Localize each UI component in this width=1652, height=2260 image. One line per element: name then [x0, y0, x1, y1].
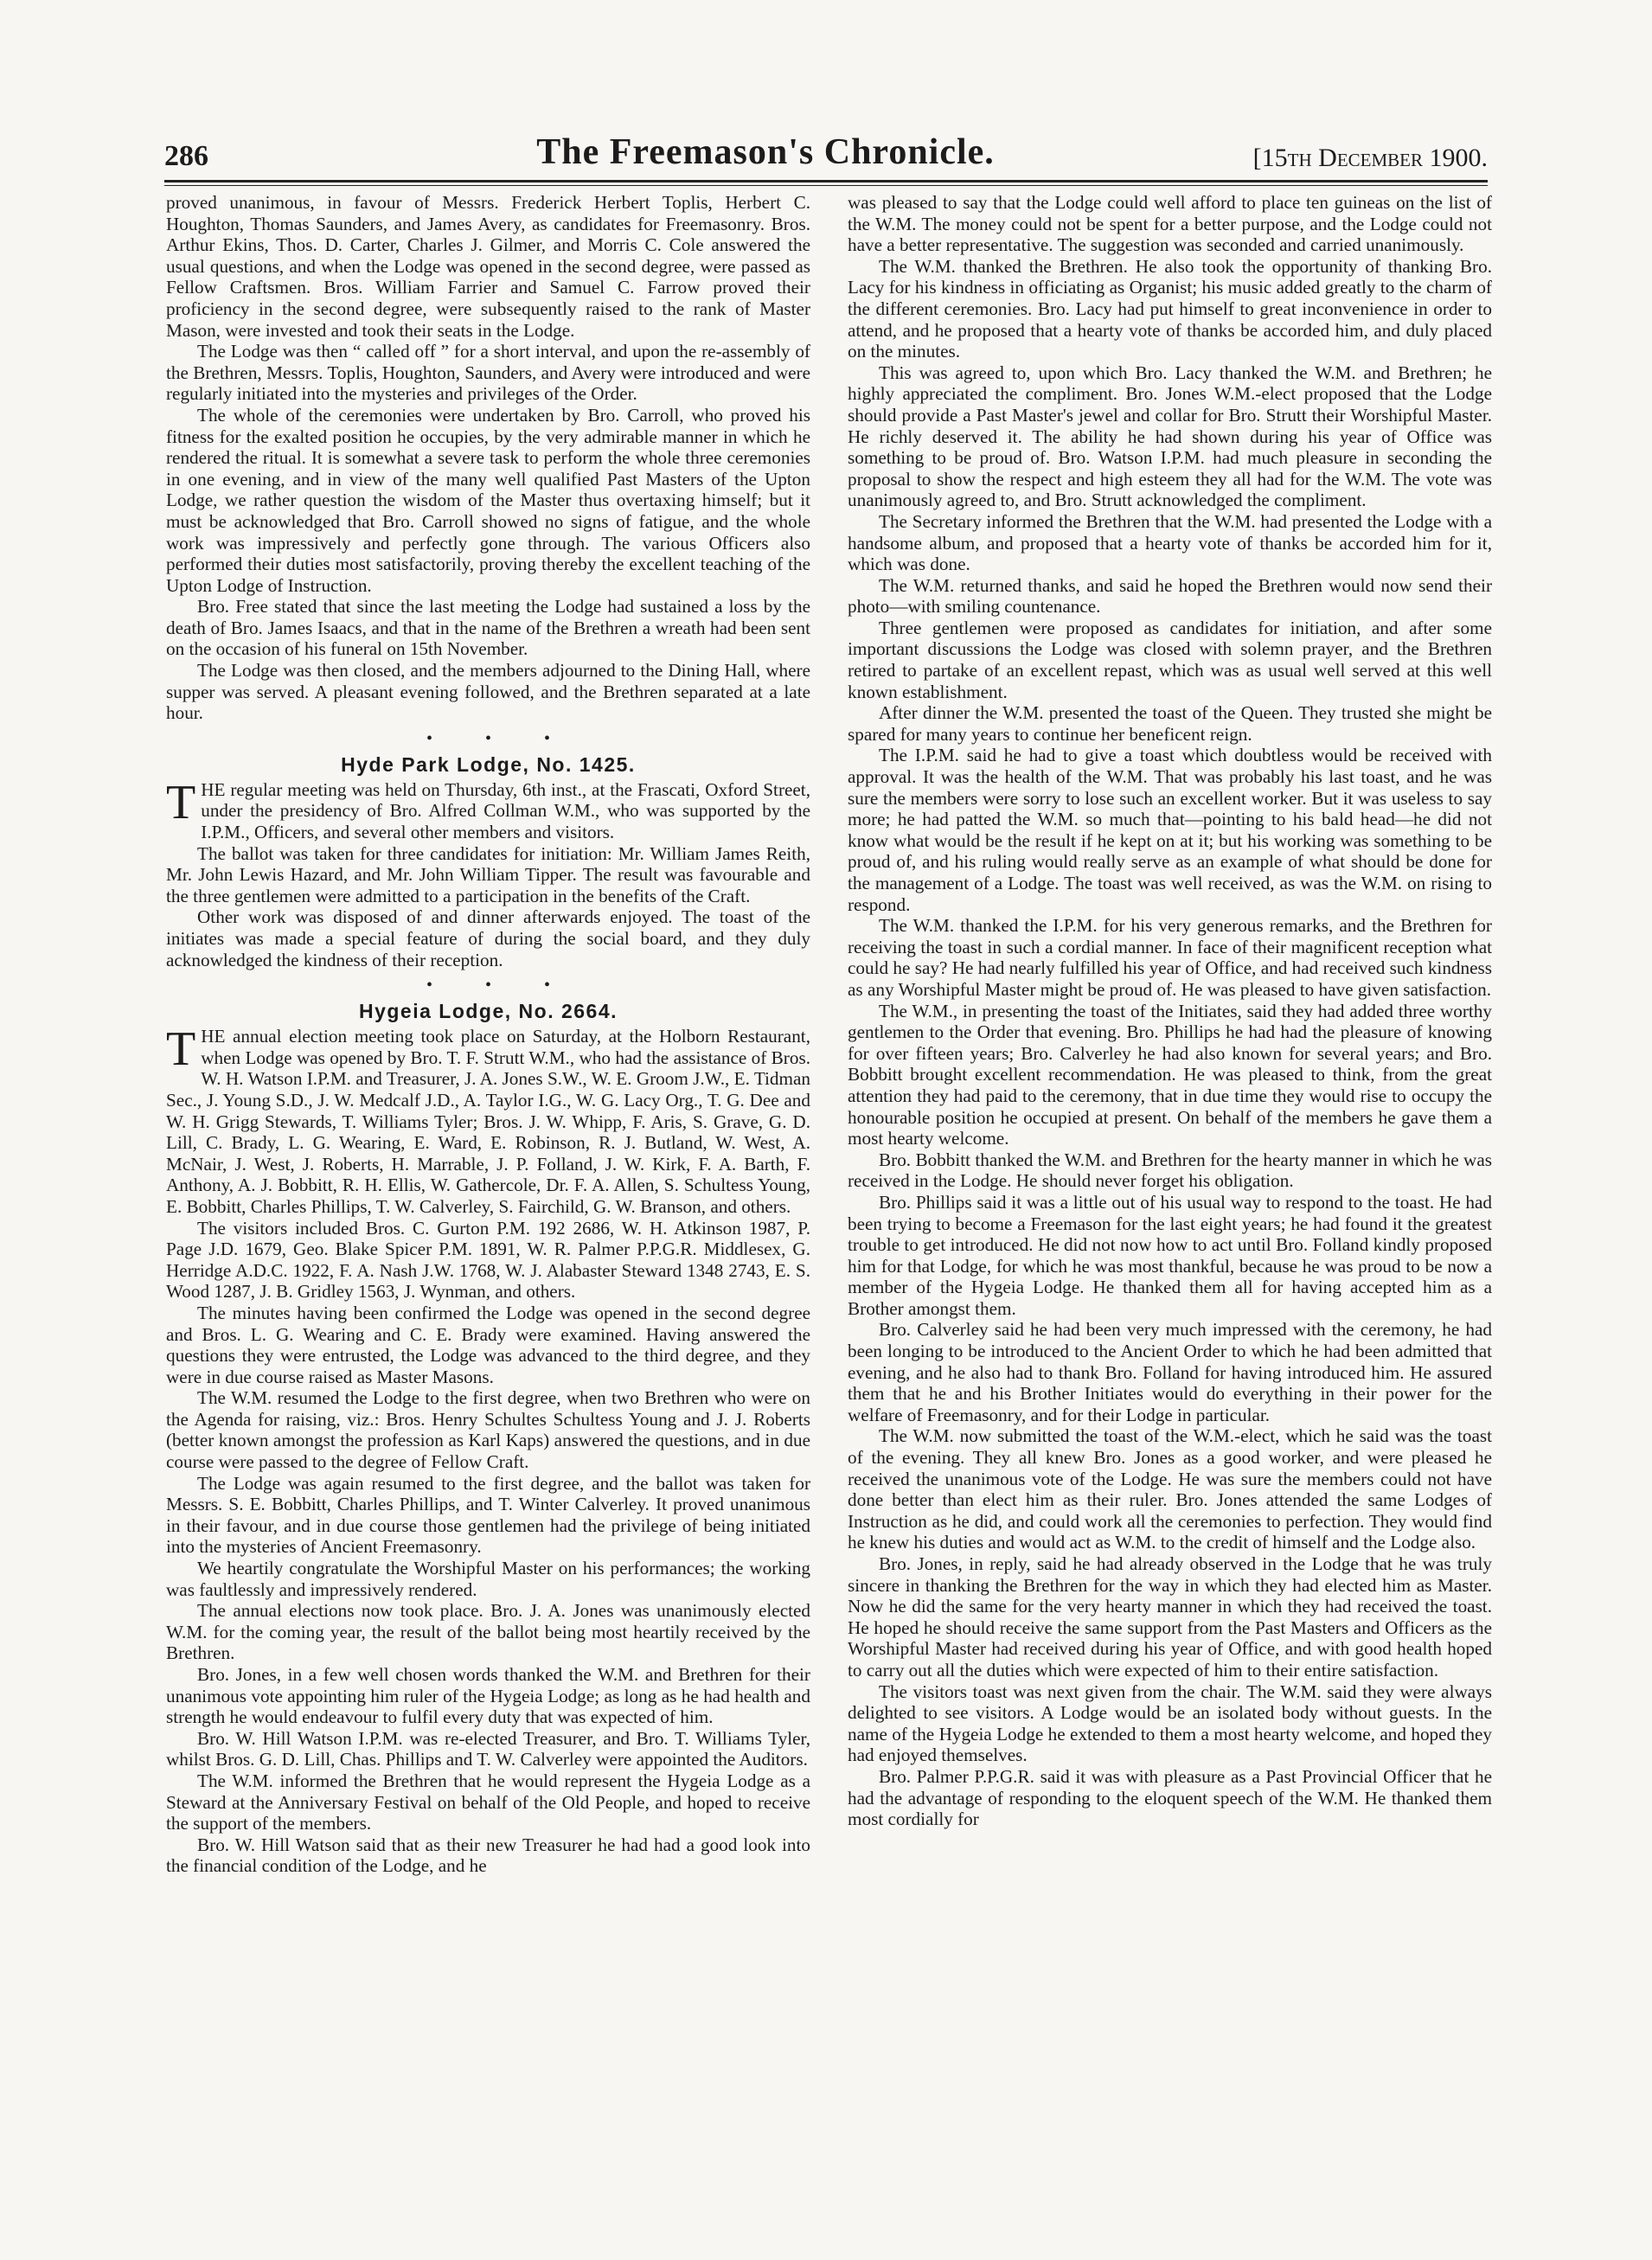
paragraph: The W.M. informed the Brethren that he would represent the Hygeia Lodge as a Steward at the Anniversary Festival on behalf of the Old People, and hoped to receive the support of the members. — [166, 1770, 810, 1834]
paragraph: The W.M. resumed the Lodge to the first degree, when two Brethren who were on the Agenda for raising, viz.: Bros. Henry Schultes Schultess Young and J. J. Roberts (better known amongst the profession as Karl Kaps) answered the questions, and in due course were passed to the degree of Fellow Craft. — [166, 1387, 810, 1473]
paragraph: Bro. Free stated that since the last meeting the Lodge had sustained a loss by the death of Bro. James Isaacs, and that in the name of the Brethren a wreath had been sent on the occasion of his funeral on 15th November. — [166, 596, 810, 660]
paragraph: The annual elections now took place. Bro. J. A. Jones was unanimously elected W.M. for the coming year, the result of the ballot being most heartily received by the Brethren. — [166, 1600, 810, 1664]
section-separator: • • • — [426, 728, 574, 748]
paragraph: The W.M. thanked the Brethren. He also took the opportunity of thanking Bro. Lacy for his kindness in officiating as Organist; his music added greatly to the charm of the different ceremonies. Bro. Lacy had put himself to great inconvenience in order to attend, and he proposed that a hearty vote of thanks be accorded him, and duly placed on the minutes. — [848, 255, 1492, 362]
right-column — [848, 192, 1492, 1830]
paragraph: The whole of the ceremonies were undertaken by Bro. Carroll, who proved his fitness for the exalted position he occupies, by the very admirable manner in which he rendered the ritual. It is somewhat a severe task to perform the whole three ceremonies in one evening, and in view of the many well qualified Past Masters of the Upton Lodge, we rather question the wisdom of the Master thus overtaxing himself; but it must be acknowledged that Bro. Carroll showed no signs of fatigue, and the whole work was impressively and perfectly gone through. The various Officers also performed their duties most satisfactorily, proving thereby the excellent teaching of the Upton Lodge of Instruction. — [166, 404, 810, 596]
paragraph: We heartily congratulate the Worshipful Master on his performances; the working was faultlessly and impressively rendered. — [166, 1558, 810, 1600]
paragraph: The W.M., in presenting the toast of the Initiates, said they had added three worthy gentlemen to the Order that evening. Bro. Phillips he had had the pleasure of knowing for over fifteen years; Bro. Calverley he had also known for several years; and Bro. Bobbitt brought excellent recommendation. He was pleased to think, from the great attention they had paid to the ceremony, that in due time they would rise to occupy the honourable position he occupied at present. On behalf of the members he gave them a most hearty welcome. — [848, 1000, 1492, 1149]
paragraph: After dinner the W.M. presented the toast of the Queen. They trusted she might be spared for many years to continue her beneficent reign. — [848, 702, 1492, 745]
paragraph: The minutes having been confirmed the Lodge was opened in the second degree and Bros. L. G. Wearing and C. E. Brady were examined. Having answered the questions they were entrusted, the Lodge was advanced to the third degree, and they were in due course raised as Master Masons. — [166, 1302, 810, 1387]
header-rule-thin — [164, 185, 1488, 186]
header-rule — [164, 180, 1488, 182]
paragraph: Bro. Jones, in reply, said he had already observed in the Lodge that he was truly sincere in thanking the Brethren for the way in which they had elected him as Master. Now he did the same for the very hearty manner in which they had received the toast. He hoped he should receive the same support from the Past Masters and Officers as the Worshipful Master had received during his year of Office, and with good health hoped to carry out all the duties which were expected of him to their entire satisfaction. — [848, 1553, 1492, 1681]
page-number: 286 — [164, 140, 208, 172]
publication-title: The Freemason's Chronicle. — [536, 132, 995, 172]
paragraph: The I.P.M. said he had to give a toast which doubtless would be received with approval. It was the health of the W.M. That was probably his last toast, and he was sure the members were sorry to lose such an excellent worker. But it was useless to say more; he had patted the W.M. so much that—pointing to his bald head—he did not know what would be the result if he kept on at it; but his working was something to be proud of, and his ruling would really serve as an example of what should be done for the management of a Lodge. The toast was well received, as was the W.M. on rising to respond. — [848, 745, 1492, 915]
section-heading-hyde-park: Hyde Park Lodge, No. 1425. — [341, 752, 636, 776]
paragraph: Bro. Palmer P.P.G.R. said it was with pleasure as a Past Provincial Officer that he had the advantage of responding to the eloquent speech of the W.M. He thanked them most cordially for — [848, 1765, 1492, 1830]
paragraph: The visitors toast was next given from the chair. The W.M. said they were always delighted to see visitors. A Lodge would be an isolated body without guests. In the name of the Hygeia Lodge he extended to them a most hearty welcome, and hoped they had enjoyed themselves. — [848, 1681, 1492, 1766]
lead-text: HE annual election meeting took place on Saturday, at the Holborn Restaurant, when Lodge was opened by Bro. T. F. Strutt W.M., who had the assistance of Bros. W. H. Watson I.P.M. and Treasurer, J. A. Jones S.W., W. E. Groom J.W., E. Tidman Sec., J. Young S.D., J. W. Medcalf J.D., A. Taylor I.G., W. G. Lacy Org., T. G. Dee and W. H. Grigg Stewards, T. Williams Tyler; Bros. J. W. Whipp, F. Aris, S. Grave, G. D. Lill, C. Brady, L. G. Wearing, E. Ward, E. Robinson, R. J. Butland, W. West, A. McNair, J. West, J. Roberts, H. Marrable, J. P. Folland, J. W. Kirk, F. A. Barth, F. Anthony, A. J. Bobbitt, R. H. Ellis, W. Gathercole, Dr. F. A. Allen, S. Schultess Young, E. Bobbitt, Charles Phillips, T. W. Calverley, S. Fairchild, G. W. Branson, and others. — [166, 1026, 810, 1217]
drop-cap: T — [166, 1022, 196, 1077]
paragraph: The ballot was taken for three candidates for initiation: Mr. William James Reith, Mr. John Lewis Hazard, and Mr. John William Tipper. The result was favourable and the three gentlemen were admitted to a participation in the benefits of the Craft. — [166, 842, 810, 906]
paragraph: Bro. W. Hill Watson I.P.M. was re-elected Treasurer, and Bro. T. Williams Tyler, whilst Bros. G. D. Lill, Chas. Phillips and T. W. Calverley were appointed the Auditors. — [166, 1727, 810, 1770]
paragraph: The W.M. thanked the I.P.M. for his very generous remarks, and the Brethren for receiving the toast in such a cordial manner. In face of their magnificent reception what could he say? He had nearly fulfilled his year of Office, and had received such kindness as any Worshipful Master might be proud of. He was pleased to have given satisfaction. — [848, 915, 1492, 1000]
paragraph: Bro. Jones, in a few well chosen words thanked the W.M. and Brethren for their unanimous vote appointing him ruler of the Hygeia Lodge; as long as he had health and strength he would endeavour to fulfil every duty that was expected of him. — [166, 1664, 810, 1728]
lead-text: HE regular meeting was held on Thursday, 6th inst., at the Frascati, Oxford Street, under the presidency of Bro. Alfred Collman W.M., who was supported by the I.P.M., Officers, and several other members and visitors. — [201, 778, 810, 843]
paragraph: Bro. W. Hill Watson said that as their new Treasurer he had had a good look into the financial condition of the Lodge, and he — [166, 1834, 810, 1877]
drop-cap: T — [166, 775, 196, 829]
paragraph: The W.M. returned thanks, and said he hoped the Brethren would now send their photo—with smiling countenance. — [848, 574, 1492, 618]
paragraph: The Lodge was again resumed to the first degree, and the ballot was taken for Messrs. S. E. Bobbitt, Charles Phillips, and T. Winter Calverley. It proved unanimous in their favour, and in due course those gentlemen had the privilege of being initiated into the mysteries of Ancient Freemasonry. — [166, 1472, 810, 1558]
paragraph: was pleased to say that the Lodge could well afford to place ten guineas on the list of the W.M. The money could not be spent for a better purpose, and the Lodge could not have a better representative. The suggestion was seconded and carried unanimously. — [848, 192, 1492, 256]
masthead — [164, 130, 1488, 173]
paragraph: Other work was disposed of and dinner afterwards enjoyed. The toast of the initiates was made a special feature of during the social board, and they duly acknowledged the kindness of their reception. — [166, 906, 810, 970]
paragraph: proved unanimous, in favour of Messrs. Frederick Herbert Toplis, Herbert C. Houghton, Thomas Saunders, and James Avery, as candidates for Freemasonry. Bros. Arthur Ekins, Thos. D. Carter, Charles J. Gilmer, and Morris C. Cole answered the usual questions, and when the Lodge was opened in the second degree, were passed as Fellow Craftsmen. Bros. William Farrier and Samuel C. Farrow proved their proficiency in the second degree, were subsequently raised to the rank of Master Mason, were invested and took their seats in the Lodge. — [166, 192, 810, 341]
paragraph: Bro. Bobbitt thanked the W.M. and Brethren for the hearty manner in which he was received in the Lodge. He should never forget his obligation. — [848, 1149, 1492, 1192]
paragraph: Bro. Calverley said he had been very much impressed with the ceremony, he had been longing to be introduced to the Ancient Order to which he had been admitted that evening, and he also had to thank Bro. Folland for having introduced him. He assured them that he and his Brother Initiates would do everything in their power for the welfare of Freemasonry, and for their Lodge in particular. — [848, 1319, 1492, 1425]
paragraph: The Secretary informed the Brethren that the W.M. had presented the Lodge with a handsome album, and proposed that a hearty vote of thanks be accorded him for it, which was done. — [848, 510, 1492, 575]
paragraph: Three gentlemen were proposed as candidates for initiation, and after some important discussions the Lodge was closed with solemn prayer, and the Brethren retired to partake of an excellent repast, which was as usual well served at this well known establishment. — [848, 617, 1492, 702]
paragraph: The visitors included Bros. C. Gurton P.M. 192 2686, W. H. Atkinson 1987, P. Page J.D. 1679, Geo. Blake Spicer P.M. 1891, W. R. Palmer P.P.G.R. Middlesex, G. Herridge A.D.C. 1922, F. A. Nash J.W. 1768, W. J. Alabaster Steward 1348 2743, E. S. Wood 1287, J. B. Gridley 1563, J. Wynman, and others. — [166, 1217, 810, 1303]
lead-paragraph — [166, 1022, 810, 1217]
section-separator: • • • — [426, 976, 574, 996]
paragraph: Bro. Phillips said it was a little out of his usual way to respond to the toast. He had been trying to become a Freemason for the last eight years; he had found it the greatest trouble to get introduced. He did not now how to act until Bro. Folland kindly proposed him for that Lodge, for which he was most thankful, because he was proud to be now a member of the Hygeia Lodge. He thanked them all for having accepted him as a Brother amongst them. — [848, 1191, 1492, 1319]
issue-date: [15th December 1900. — [1252, 144, 1488, 172]
left-column — [166, 192, 810, 1877]
paragraph: The Lodge was then “ called off ” for a short interval, and upon the re-assembly of the Brethren, Messrs. Toplis, Houghton, Saunders, and Avery were introduced and were regularly initiated into the mysteries and privileges of the Order. — [166, 341, 810, 405]
paragraph: The Lodge was then closed, and the members adjourned to the Dining Hall, where supper was served. A pleasant evening followed, and the Brethren separated at a late hour. — [166, 660, 810, 724]
lead-paragraph — [166, 775, 810, 843]
paragraph: This was agreed to, upon which Bro. Lacy thanked the W.M. and Brethren; he highly appreciated the compliment. Bro. Jones W.M.-elect proposed that the Lodge should provide a Past Master's jewel and collar for Bro. Strutt their Worshipful Master. He richly deserved it. The ability he had shown during his year of Office was something to be proud of. Bro. Watson I.P.M. had much pleasure in seconding the proposal to show the respect and high esteem they all had for the W.M. The vote was unanimously agreed to, and Bro. Strutt acknowledged the compliment. — [848, 362, 1492, 511]
section-heading-hygeia: Hygeia Lodge, No. 2664. — [358, 1000, 618, 1023]
paragraph: The W.M. now submitted the toast of the W.M.-elect, which he said was the toast of the evening. They all knew Bro. Jones as a good worker, and were pleased he received the unanimous vote of the Lodge. He was sure the members could not have done better than elect him as their ruler. Bro. Jones attended the same Lodges of Instruction as he did, and could work all the ceremonies to perfection. They would find he knew his duties and would act as W.M. to the credit of himself and the Lodge also. — [848, 1425, 1492, 1553]
